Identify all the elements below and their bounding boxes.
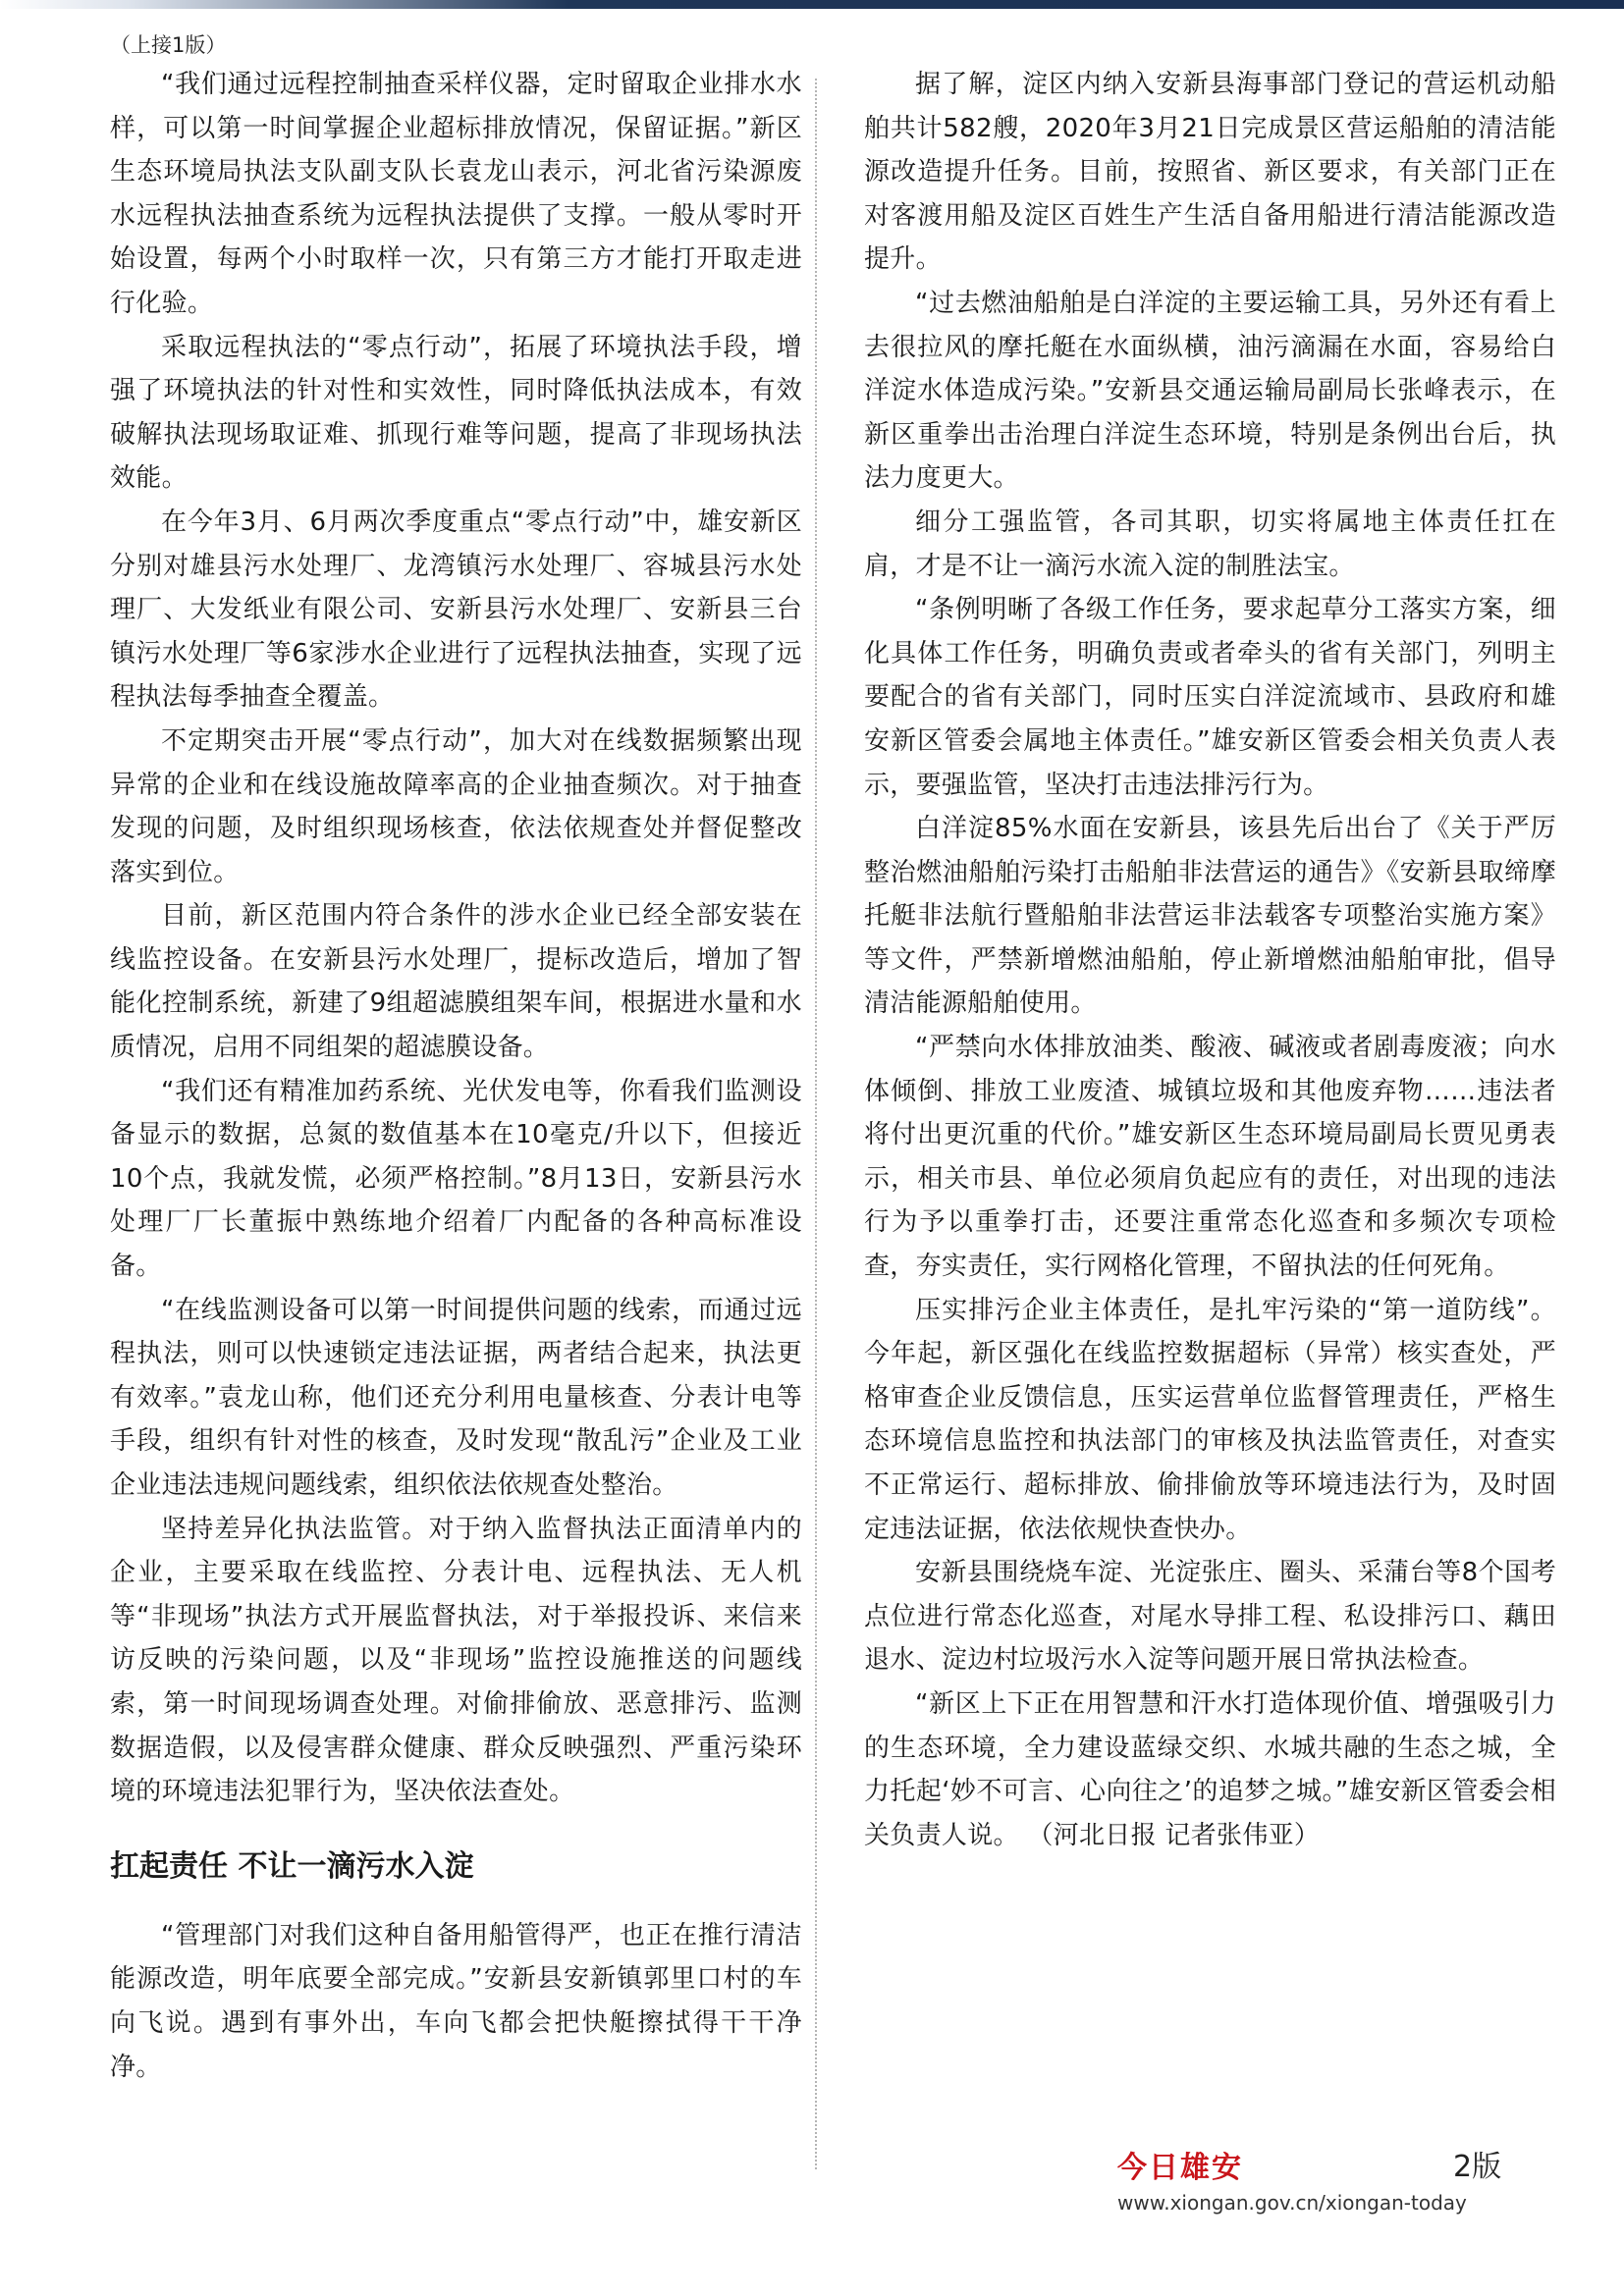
article-paragraph: 据了解，淀区内纳入安新县海事部门登记的营运机动船舶共计582艘，2020年3月21日完成景区营运船舶的清洁能源改造提升任务。目前，按照省、新区要求，有关部门正在对客渡用船及淀区百姓生产生活自备用船进行清洁能源改造提升。	[864, 70, 1556, 275]
article-paragraph: 不定期突击开展“零点行动”，加大对在线数据频繁出现异常的企业和在线设施故障率高的企业抽查频次。对于抽查发现的问题，及时组织现场核查，依法依规查处并督促整改落实到位。	[110, 725, 802, 887]
article-paragraph: “我们还有精准加药系统、光伏发电等，你看我们监测设备显示的数据，总氮的数值基本在10毫克/升以下，但接近10个点，我就发慌，必须严格控制。”8月13日，安新县污水处理厂厂长董振中熟练地介绍着厂内配备的各种高标准设备。	[110, 1076, 802, 1282]
left-column	[110, 63, 802, 2089]
article-paragraph: 在今年3月、6月两次季度重点“零点行动”中，雄安新区分别对雄县污水处理厂、龙湾镇污水处理厂、容城县污水处理厂、大发纸业有限公司、安新县污水处理厂、安新县三台镇污水处理厂等6家涉水企业进行了远程执法抽查，实现了远程执法每季抽查全覆盖。	[110, 507, 802, 713]
article-paragraph: “新区上下正在用智慧和汗水打造体现价值、增强吸引力的生态环境，全力建设蓝绿交织、水城共融的生态之城，全力托起‘妙不可言、心向往之’的追梦之城。”雄安新区管委会相关负责人说。 （河北日报 记者张伟亚）	[864, 1688, 1556, 1850]
article-paragraph: “过去燃油船舶是白洋淀的主要运输工具，另外还有看上去很拉风的摩托艇在水面纵横，油污滴漏在水面，容易给白洋淀水体造成污染。”安新县交通运输局副局长张峰表示，在新区重拳出击治理白洋淀生态环境，特别是条例出台后，执法力度更大。	[864, 288, 1556, 494]
article-paragraph: 坚持差异化执法监管。对于纳入监督执法正面清单内的企业，主要采取在线监控、分表计电、远程执法、无人机等“非现场”执法方式开展监督执法，对于举报投诉、来信来访反映的污染问题，以及“非现场”监控设施推送的问题线索，第一时间现场调查处理。对偷排偷放、恶意排污、监测数据造假，以及侵害群众健康、群众反映强烈、严重污染环境的环境违法犯罪行为，坚决依法查处。	[110, 1514, 802, 1807]
page-number: 2版	[1453, 2150, 1502, 2184]
masthead-logo: 今日雄安	[1117, 2151, 1243, 2185]
right-column	[864, 63, 1556, 1857]
article-paragraph: “管理部门对我们这种自备用船管得严，也正在推行清洁能源改造，明年底要全部完成。”安新县安新镇郭里口村的车向飞说。遇到有事外出，车向飞都会把快艇擦拭得干干净净。	[110, 1920, 802, 2082]
article-paragraph: 白洋淀85%水面在安新县，该县先后出台了《关于严厉整治燃油船舶污染打击船舶非法营运的通告》《安新县取缔摩托艇非法航行暨船舶非法营运非法载客专项整治实施方案》等文件，严禁新增燃油船舶，停止新增燃油船舶审批，倡导清洁能源船舶使用。	[864, 814, 1556, 1019]
article-paragraph: 安新县围绕烧车淀、光淀张庄、圈头、采蒲台等8个国考点位进行常态化巡查，对尾水导排工程、私设排污口、藕田退水、淀边村垃圾污水入淀等问题开展日常执法检查。	[864, 1558, 1556, 1676]
continued-from-note: （上接1版）	[110, 33, 227, 57]
article-paragraph: 细分工强监管，各司其职，切实将属地主体责任扛在肩，才是不让一滴污水流入淀的制胜法宝。	[864, 507, 1556, 581]
article-paragraph: “严禁向水体排放油类、酸液、碱液或者剧毒废液；向水体倾倒、排放工业废渣、城镇垃圾和其他废弃物……违法者将付出更沉重的代价。”雄安新区生态环境局副局长贾见勇表示，相关市县、单位必须肩负起应有的责任，对出现的违法行为予以重拳打击，还要注重常态化巡查和多频次专项检查，夯实责任，实行网格化管理，不留执法的任何死角。	[864, 1033, 1556, 1282]
section-subheading: 扛起责任 不让一滴污水入淀	[110, 1848, 474, 1884]
article-paragraph: “条例明晰了各级工作任务，要求起草分工落实方案，细化具体工作任务，明确负责或者牵头的省有关部门，列明主要配合的省有关部门，同时压实白洋淀流域市、县政府和雄安新区管委会属地主体责任。”雄安新区管委会相关负责人表示，要强监管，坚决打击违法排污行为。	[864, 595, 1556, 800]
column-divider	[815, 79, 817, 2169]
site-url: www.xiongan.gov.cn/xiongan-today	[1117, 2191, 1467, 2215]
article-paragraph: “在线监测设备可以第一时间提供问题的线索，而通过远程执法，则可以快速锁定违法证据，两者结合起来，执法更有效率。”袁龙山称，他们还充分利用电量核查、分表计电等手段，组织有针对性的核查，及时发现“散乱污”企业及工业企业违法违规问题线索，组织依法依规查处整治。	[110, 1295, 802, 1500]
article-paragraph: “我们通过远程控制抽查采样仪器，定时留取企业排水水样，可以第一时间掌握企业超标排放情况，保留证据。”新区生态环境局执法支队副支队长袁龙山表示，河北省污染源废水远程执法抽查系统为远程执法提供了支撑。一般从零时开始设置，每两个小时取样一次，只有第三方才能打开取走进行化验。	[110, 70, 802, 318]
article-paragraph: 压实排污企业主体责任，是扎牢污染的“第一道防线”。今年起，新区强化在线监控数据超标（异常）核实查处，严格审查企业反馈信息，压实运营单位监督管理责任，严格生态环境信息监控和执法部门的审核及执法监管责任，对查实不正常运行、超标排放、偷排偷放等环境违法行为，及时固定违法证据，依法依规快查快办。	[864, 1295, 1556, 1544]
top-color-bar	[0, 0, 1624, 9]
article-paragraph: 目前，新区范围内符合条件的涉水企业已经全部安装在线监控设备。在安新县污水处理厂，提标改造后，增加了智能化控制系统，新建了9组超滤膜组架车间，根据进水量和水质情况，启用不同组架的超滤膜设备。	[110, 901, 802, 1063]
article-paragraph: 采取远程执法的“零点行动”，拓展了环境执法手段，增强了环境执法的针对性和实效性，同时降低执法成本，有效破解执法现场取证难、抓现行难等问题，提高了非现场执法效能。	[110, 332, 802, 494]
